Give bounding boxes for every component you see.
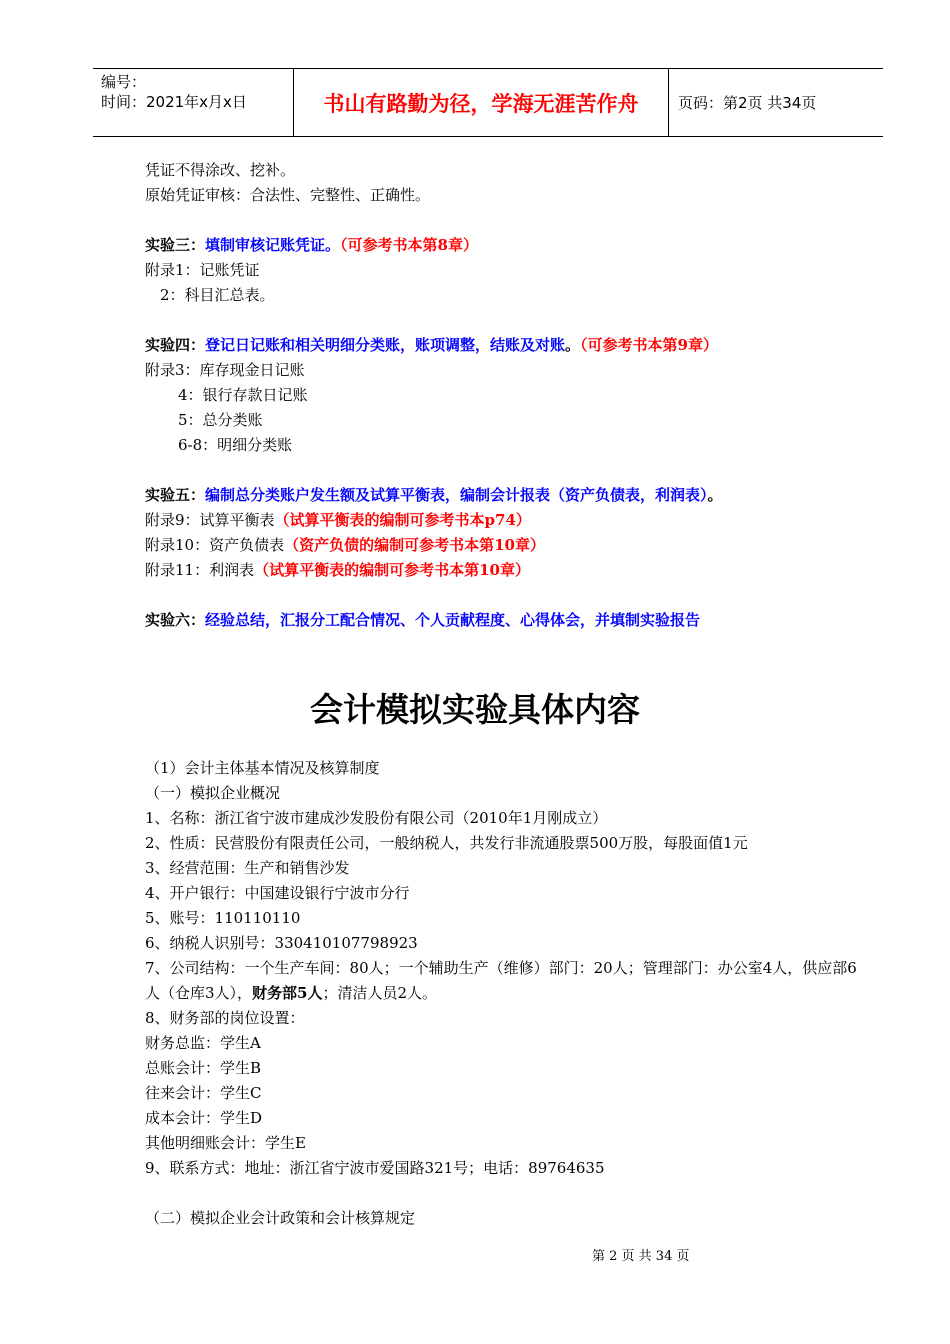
experiment-title: 编制总分类账户发生额及试算平衡表，编制会计报表（资产负债表，利润表） <box>205 486 708 504</box>
info-line: 9、联系方式：地址：浙江省宁波市爱国路321号；电话：89764635 <box>145 1159 605 1177</box>
company-overview <box>145 756 865 1231</box>
header-meta <box>93 69 294 136</box>
info-line: 财务总监：学生A <box>145 1034 261 1052</box>
appendix-item <box>145 558 850 583</box>
appendix-text: 附录9：试算平衡表 <box>145 511 275 529</box>
experiment-list <box>145 158 850 633</box>
experiment-punct: 。 <box>325 236 341 254</box>
info-line: 往来会计：学生C <box>145 1084 262 1102</box>
section-subheading: （二）模拟企业会计政策和会计核算规定 <box>145 1209 416 1227</box>
structure-tail: ；清洁人员2人。 <box>322 984 438 1002</box>
experiment-label: 实验四： <box>145 336 206 354</box>
appendix-item: 4：银行存款日记账 <box>178 386 308 404</box>
page-title: 会计模拟实验具体内容 <box>310 690 640 729</box>
appendix-item: 附录1：记账凭证 <box>145 261 260 279</box>
appendix-item: 6-8：明细分类账 <box>178 436 293 454</box>
info-line: 8、财务部的岗位设置： <box>145 1009 305 1027</box>
experiment-label: 实验五： <box>145 486 206 504</box>
appendix-item: 5：总分类账 <box>178 411 263 429</box>
experiment-5-heading <box>145 483 850 508</box>
experiment-label: 实验三： <box>145 236 206 254</box>
experiment-title: 填制审核记账凭证 <box>205 236 326 254</box>
page-header <box>93 68 883 137</box>
experiment-title: 登记日记账和相关明细分类账，账项调整，结账及对账 <box>205 336 566 354</box>
section-subheading: （一）模拟企业概况 <box>145 784 281 802</box>
experiment-4-heading <box>145 333 850 358</box>
appendix-text: 附录10：资产负债表 <box>145 536 285 554</box>
section-heading: （1）会计主体基本情况及核算制度 <box>145 759 380 777</box>
experiment-label: 实验六： <box>145 611 206 629</box>
experiment-3-heading <box>145 233 850 258</box>
structure-text: 7、公司结构：一个生产车间：80人；一个辅助生产（维修）部门：20人；管理部门：办公室4人，供应部6人（仓库3人）， <box>145 959 857 1002</box>
info-line: 5、账号：110110110 <box>145 909 301 927</box>
appendix-reference: （试算平衡表的编制可参考书本p74） <box>274 511 531 529</box>
info-line: 总账会计：学生B <box>145 1059 262 1077</box>
experiment-punct: 。 <box>707 486 723 504</box>
text-line: 凭证不得涂改、挖补。 <box>145 161 296 179</box>
experiment-reference: （可参考书本第8章） <box>340 236 478 254</box>
appendix-item <box>145 508 850 533</box>
document-time: 时间：2021年x月x日 <box>101 93 247 111</box>
info-line: 其他明细账会计：学生E <box>145 1134 306 1152</box>
appendix-item: 2：科目汇总表。 <box>160 286 275 304</box>
structure-finance: 财务部5人 <box>252 984 323 1002</box>
header-page-info: 页码：第2页 共34页 <box>678 94 817 112</box>
header-motto: 书山有路勤为径，学海无涯苦作舟 <box>294 69 669 136</box>
experiment-punct: 。 <box>565 336 581 354</box>
appendix-reference: （试算平衡表的编制可参考书本第10章） <box>254 561 530 579</box>
info-line: 2、性质：民营股份有限责任公司，一般纳税人，共发行非流通股票500万股，每股面值1元 <box>145 834 748 852</box>
info-line: 6、纳税人识别号：330410107798923 <box>145 934 418 952</box>
info-line-structure <box>145 956 865 1006</box>
experiment-title: 经验总结，汇报分工配合情况、个人贡献程度、心得体会，并填制实验报告 <box>205 611 701 629</box>
info-line: 成本会计：学生D <box>145 1109 263 1127</box>
experiment-reference: （可参考书本第9章） <box>580 336 718 354</box>
appendix-item <box>145 533 850 558</box>
experiment-6-heading <box>145 608 850 633</box>
info-line: 3、经营范围：生产和销售沙发 <box>145 859 350 877</box>
info-line: 1、名称：浙江省宁波市建成沙发股份有限公司（2010年1月刚成立） <box>145 809 608 827</box>
text-line: 原始凭证审核：合法性、完整性、正确性。 <box>145 186 431 204</box>
appendix-reference: （资产负债的编制可参考书本第10章） <box>284 536 545 554</box>
appendix-item: 附录3：库存现金日记账 <box>145 361 305 379</box>
page-footer: 第 2 页 共 34 页 <box>592 1249 690 1264</box>
document-number-label: 编号： <box>101 73 147 91</box>
info-line: 4、开户银行：中国建设银行宁波市分行 <box>145 884 410 902</box>
appendix-text: 附录11：利润表 <box>145 561 255 579</box>
